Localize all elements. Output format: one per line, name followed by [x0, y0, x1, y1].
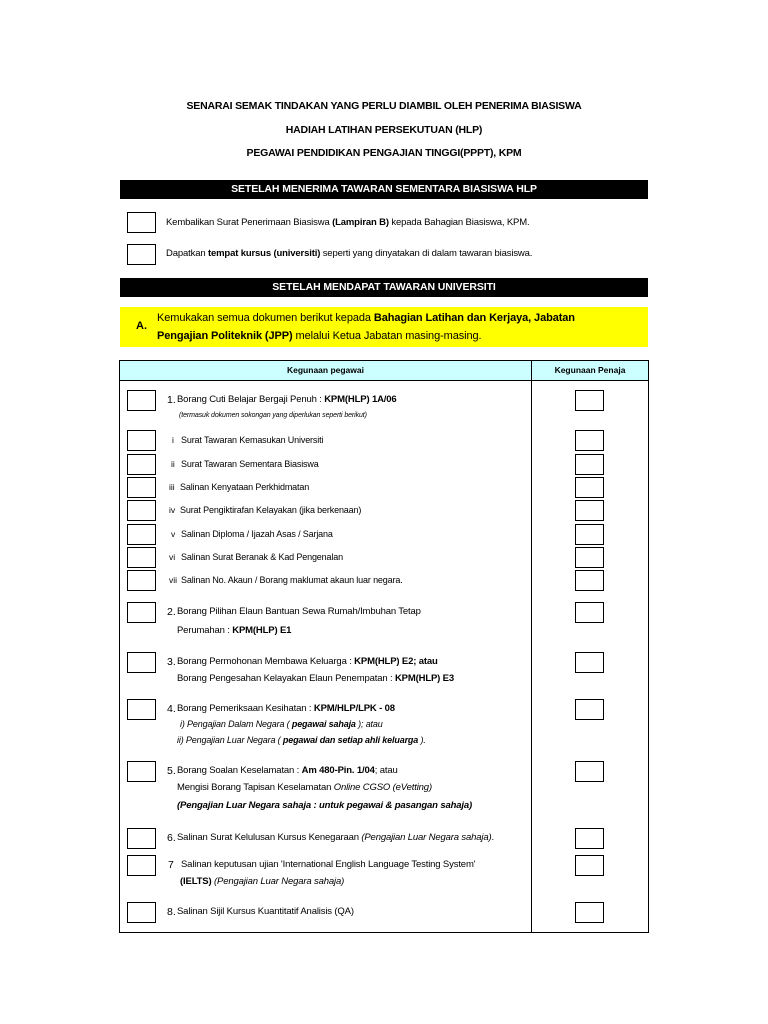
- form-code: (IELTS): [180, 876, 212, 887]
- checklist-row-1-ii: [120, 454, 648, 475]
- sponsor-checkbox[interactable]: [575, 902, 604, 923]
- item-number: vi: [169, 552, 176, 562]
- item-number: iv: [169, 505, 176, 515]
- checklist-row-7: [120, 855, 648, 887]
- instruction-marker: A.: [136, 320, 147, 332]
- officer-checkbox[interactable]: [127, 524, 156, 545]
- sponsor-checkbox[interactable]: [575, 761, 604, 782]
- checklist-row-1-iii: [120, 477, 648, 498]
- sponsor-checkbox[interactable]: [575, 602, 604, 623]
- instruction-recipient-cont: Pengajian Politeknik (JPP): [157, 330, 293, 342]
- item-number: 5.: [167, 765, 176, 777]
- checkbox-return-acceptance-letter[interactable]: [127, 212, 156, 233]
- item-number: 4.: [167, 703, 176, 715]
- item-emphasis: Online CGSO (eVetting): [333, 782, 432, 793]
- item-number: 3.: [167, 656, 176, 668]
- item-text: Perumahan :: [177, 625, 233, 636]
- item-obtain-course-place: [166, 248, 532, 260]
- item-number: vii: [169, 575, 178, 585]
- item-note: (Pengajian Luar Negara sahaja): [211, 876, 345, 887]
- officer-checkbox[interactable]: [127, 699, 156, 720]
- item-number: 2.: [167, 606, 176, 618]
- item-note: (termasuk dokumen sokongan yang diperlukan seperti berikut): [179, 412, 367, 419]
- officer-checkbox[interactable]: [127, 454, 156, 475]
- item-label: [177, 656, 438, 668]
- form-code: Am 480-Pin. 1/04: [301, 765, 375, 776]
- item-number: 7: [168, 859, 174, 871]
- item-number: iii: [169, 482, 175, 492]
- item-text: Kembalikan Surat Penerimaan Biasiswa: [166, 217, 333, 228]
- instruction-line-1: [157, 311, 575, 325]
- item-text: Borang Soalan Keselamatan :: [177, 765, 302, 776]
- item-return-acceptance-letter: [166, 217, 529, 229]
- option-emphasis: pegawai sahaja: [291, 719, 356, 729]
- sponsor-checkbox[interactable]: [575, 699, 604, 720]
- item-label: Salinan Kenyataan Perkhidmatan: [180, 482, 310, 492]
- checklist-row-1-vii: [120, 570, 648, 591]
- section-heading-after-offer: SETELAH MENDAPAT TAWARAN UNIVERSITI: [120, 278, 648, 297]
- item-label: [177, 394, 397, 406]
- item-label: Borang Pilihan Elaun Bantuan Sewa Rumah/Imbuhan Tetap: [177, 606, 421, 617]
- item-label: Surat Tawaran Kemasukan Universiti: [181, 435, 324, 445]
- officer-checkbox[interactable]: [127, 828, 156, 849]
- item-label: Salinan Surat Beranak & Kad Pengenalan: [181, 552, 343, 562]
- item-label-line-2: [180, 876, 344, 888]
- form-code: KPM(HLP) 1A/06: [324, 394, 397, 405]
- checklist-table: [119, 360, 649, 933]
- form-code: KPM(HLP) E2; atau: [354, 656, 438, 667]
- item-label-line-2: [177, 782, 432, 794]
- checklist-row-4: [120, 699, 648, 745]
- option-emphasis: pegawai dan setiap ahli keluarga: [282, 735, 419, 745]
- option-text: i) Pengajian Dalam Negara (: [180, 719, 292, 729]
- officer-checkbox[interactable]: [127, 761, 156, 782]
- item-text: ; atau: [374, 765, 398, 776]
- instruction-text: melalui Ketua Jabatan masing-masing.: [292, 330, 482, 342]
- item-text: Borang Pemeriksaan Kesihatan :: [177, 703, 314, 714]
- item-text: .: [491, 832, 495, 843]
- sponsor-checkbox[interactable]: [575, 855, 604, 876]
- item-text: Dapatkan: [166, 248, 208, 259]
- item-number: v: [171, 529, 176, 539]
- checklist-row-6: [120, 828, 648, 849]
- item-text: Borang Pengesahan Kelayakan Elaun Penempatan :: [177, 673, 395, 684]
- item-label-line-2: [177, 673, 454, 685]
- document-title-line-1: SENARAI SEMAK TINDAKAN YANG PERLU DIAMBIL OLEH PENERIMA BIASISWA: [186, 100, 582, 112]
- item-label: Surat Pengiktirafan Kelayakan (jika berkenaan): [180, 505, 362, 515]
- checklist-row-5: [120, 761, 648, 811]
- item-label: [177, 765, 398, 777]
- item-text: Mengisi Borang Tapisan Keselamatan: [177, 782, 334, 793]
- sponsor-checkbox[interactable]: [575, 390, 604, 411]
- form-code: KPM(HLP) E1: [232, 625, 292, 636]
- item-note: (Pengajian Luar Negara sahaja): [361, 832, 492, 843]
- checklist-row-1: [120, 390, 648, 419]
- option-text: ); atau: [355, 719, 383, 729]
- item-text: Salinan Surat Kelulusan Kursus Kenegaraan: [177, 832, 362, 843]
- checklist-header: [120, 361, 648, 381]
- item-option-1: [180, 718, 383, 730]
- instruction-recipient: Bahagian Latihan dan Kerjaya, Jabatan: [373, 312, 575, 324]
- sponsor-checkbox[interactable]: [575, 652, 604, 673]
- officer-checkbox[interactable]: [127, 500, 156, 521]
- sponsor-checkbox[interactable]: [575, 500, 604, 521]
- sponsor-checkbox[interactable]: [575, 430, 604, 451]
- item-note: (Pengajian Luar Negara sahaja : untuk pegawai & pasangan sahaja): [177, 800, 473, 811]
- item-number: 1.: [167, 394, 176, 406]
- officer-checkbox[interactable]: [127, 570, 156, 591]
- item-number: i: [172, 435, 174, 445]
- item-option-2: [177, 734, 426, 746]
- sponsor-checkbox[interactable]: [575, 454, 604, 475]
- item-text: kepada Bahagian Biasiswa, KPM.: [388, 217, 530, 228]
- item-label: Salinan No. Akaun / Borang maklumat akaun luar negara.: [181, 575, 403, 585]
- sponsor-checkbox[interactable]: [575, 524, 604, 545]
- item-label: [177, 832, 494, 844]
- officer-checkbox[interactable]: [127, 902, 156, 923]
- item-text: Borang Permohonan Membawa Keluarga :: [177, 656, 355, 667]
- checkbox-obtain-course-place[interactable]: [127, 244, 156, 265]
- form-code: KPM(HLP) E3: [394, 673, 455, 684]
- sponsor-checkbox[interactable]: [575, 828, 604, 849]
- sponsor-checkbox[interactable]: [575, 547, 604, 568]
- item-label: Salinan Sijil Kursus Kuantitatif Analisis (QA): [177, 906, 354, 917]
- sponsor-checkbox[interactable]: [575, 570, 604, 591]
- checklist-row-1-i: [120, 430, 648, 451]
- item-label: Surat Tawaran Sementara Biasiswa: [181, 459, 319, 469]
- checklist-row-1-vi: [120, 547, 648, 568]
- instruction-text: Kemukakan semua dokumen berikut kepada: [157, 312, 374, 324]
- officer-checkbox[interactable]: [127, 390, 156, 411]
- instruction-box: [120, 307, 648, 347]
- checklist-row-1-v: [120, 524, 648, 545]
- checklist-row-1-iv: [120, 500, 648, 521]
- item-label: [177, 703, 395, 715]
- item-label-line-2: [177, 625, 291, 637]
- item-text: seperti yang dinyatakan di dalam tawaran biasiswa.: [320, 248, 533, 259]
- item-text: Borang Cuti Belajar Bergaji Penuh :: [177, 394, 325, 405]
- item-number: 8.: [167, 906, 176, 918]
- officer-checkbox[interactable]: [127, 855, 156, 876]
- officer-checkbox[interactable]: [127, 602, 156, 623]
- item-label: Salinan keputusan ujian 'International English Language Testing System': [181, 859, 476, 870]
- instruction-line-2: [157, 329, 481, 343]
- document-title-line-3: PEGAWAI PENDIDIKAN PENGAJIAN TINGGI(PPPT), KPM: [246, 147, 522, 159]
- form-code: KPM/HLP/LPK - 08: [313, 703, 395, 714]
- header-officer-use: Kegunaan pegawai: [287, 365, 364, 375]
- officer-checkbox[interactable]: [127, 547, 156, 568]
- officer-checkbox[interactable]: [127, 477, 156, 498]
- item-number: ii: [171, 459, 175, 469]
- checklist-row-2: [120, 602, 648, 636]
- document-title-line-2: HADIAH LATIHAN PERSEKUTUAN (HLP): [285, 124, 483, 136]
- sponsor-checkbox[interactable]: [575, 477, 604, 498]
- officer-checkbox[interactable]: [127, 652, 156, 673]
- option-text: ).: [418, 735, 426, 745]
- checklist-row-3: [120, 652, 648, 684]
- item-number: 6.: [167, 832, 176, 844]
- item-label: Salinan Diploma / Ijazah Asas / Sarjana: [181, 529, 333, 539]
- section-heading-before-offer: SETELAH MENERIMA TAWARAN SEMENTARA BIASISWA HLP: [120, 180, 648, 199]
- officer-checkbox[interactable]: [127, 430, 156, 451]
- checklist-row-8: [120, 902, 648, 923]
- item-emphasis: tempat kursus (universiti): [207, 248, 321, 259]
- header-sponsor-use: Kegunaan Penaja: [554, 365, 626, 375]
- item-emphasis: (Lampiran B): [332, 217, 389, 228]
- option-text: ii) Pengajian Luar Negara (: [177, 735, 283, 745]
